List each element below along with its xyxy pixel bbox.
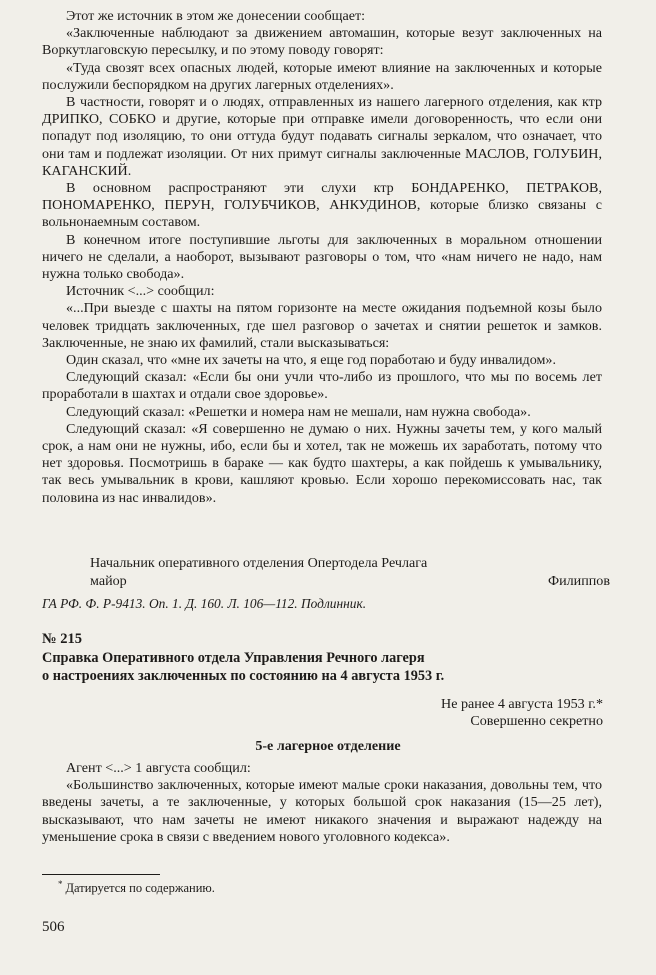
paragraph: Этот же источник в этом же донесении сообщает: xyxy=(66,8,366,24)
page-number: 506 xyxy=(42,919,65,935)
paragraph: Агент <...> 1 августа сообщил: xyxy=(66,760,251,776)
paragraph: Один сказал, что «мне их зачеты на что, я еще год поработаю и буду инвалидом». xyxy=(66,352,556,369)
document-title-line: о настроениях заключенных по состоянию на 4 августа 1953 г. xyxy=(42,667,445,684)
footnote xyxy=(58,879,215,896)
signature-rank-line xyxy=(90,573,610,590)
section-heading: 5-е лагерное отделение xyxy=(255,738,401,754)
paragraph: В конечном итоге поступившие льготы для заключенных в моральном отношении ничего не сделали, а наоборот, вызывают разговоры о том, что «нам ничего не надо, нам нужна только свобода». xyxy=(42,231,602,283)
paragraph: «Туда свозят всех опасных людей, которые имеют влияние на заключенных и которые послужили беспорядком на других лагерных отделениях». xyxy=(42,59,602,93)
document-title-line: Справка Оперативного отдела Управления Речного лагеря xyxy=(42,650,425,666)
document-number: № 215 xyxy=(42,631,82,647)
document-date: Не ранее 4 августа 1953 г.* xyxy=(441,696,603,712)
paragraph: В основном распространяют эти слухи ктр БОНДАРЕНКО, ПЕТРАКОВ, ПОНОМАРЕНКО, ПЕРУН, ГОЛУБЧИКОВ, АНКУДИНОВ, которые близко связаны с вольнонаемным составом. xyxy=(42,180,602,231)
report-body-2 xyxy=(42,760,602,846)
footnote-marker: * xyxy=(58,879,63,889)
paragraph: «Большинство заключенных, которые имеют малые сроки наказания, довольны тем, что введены зачеты, а те заключенные, у которых большой срок наказания (15—25 лет), высказывают, что нам зачеты не имеют никакого значения и выражают надежду на уменьшение срока в связи с введением нового уголовного кодекса». xyxy=(42,777,602,845)
signature-position xyxy=(90,555,610,572)
footnote-text: Датируется по содержанию. xyxy=(65,881,215,896)
report-body xyxy=(42,8,602,507)
paragraph: «...При выезде с шахты на пятом горизонте на месте ожидания подъемной козы было человек тридцать заключенных, где шел разговор о зачетах и снятии решеток и замков. Заключенные, не знаю их фамилий, стали высказываться: xyxy=(42,300,602,351)
footnote-divider xyxy=(42,874,160,875)
paragraph: Следующий сказал: «Решетки и номера нам не мешали, нам нужна свобода». xyxy=(66,403,531,420)
archive-reference: ГА РФ. Ф. Р-9413. Оп. 1. Д. 160. Л. 106—112. Подлинник. xyxy=(42,596,367,611)
classification-stamp: Совершенно секретно xyxy=(470,713,603,729)
signature-position-text: Начальник оперативного отделения Опертодела Речлага xyxy=(90,555,428,571)
signature-rank: майор xyxy=(90,573,127,589)
paragraph: «Заключенные наблюдают за движением автомашин, которые везут заключенных на Воркутлаговскую пересылку, и по этому поводу говорят: xyxy=(42,25,602,59)
paragraph: Следующий сказал: «Если бы они учли что-либо из прошлого, что мы по восемь лет проработали в шахтах и отдали свое здоровье». xyxy=(42,369,602,403)
document-title xyxy=(42,650,602,685)
signature-name: Филиппов xyxy=(547,573,610,589)
paragraph: Источник <...> сообщил: xyxy=(66,283,215,300)
paragraph: В частности, говорят и о людях, отправленных из нашего лагерного отделения, как ктр ДРИПКО, СОБКО и другие, которые при отправке имели договоренность, что если они попадут под изоляцию, то они оттуда будут подавать сигналы зеркалом, что означает, что они там и подлежат изоляции. От них примут сигналы заключенные МАСЛОВ, ГОЛУБИН, КАГАНСКИЙ. xyxy=(42,94,602,179)
paragraph: Следующий сказал: «Я совершенно не думаю о них. Нужны зачеты тем, у кого малый срок, а нам они не нужны, ибо, если бы и хотел, так не можешь их заработать, потому что нет здоровья. Посмотришь в бараке — как будто шахтеры, а как пойдешь к умывальнику, так весь умывальник в крови, кашляют кровью. Если хорошо перекомиссовать нас, так половина из нас инвалидов». xyxy=(42,420,602,506)
